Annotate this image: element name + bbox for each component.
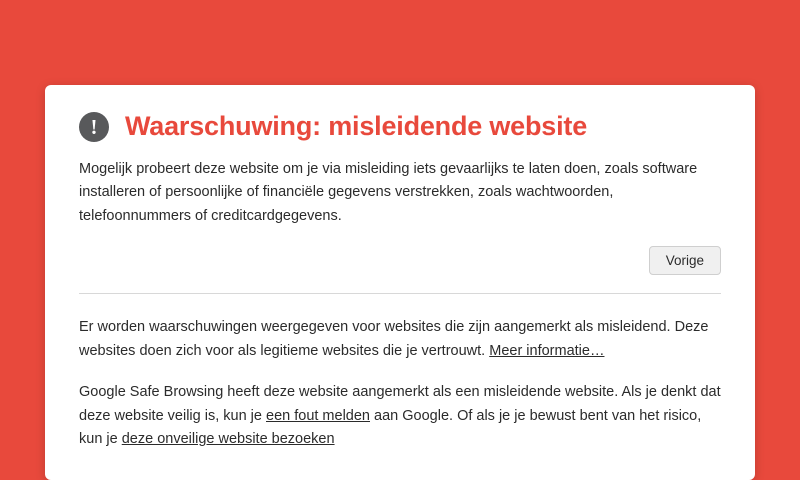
details-paragraph-two-text-a: Google Safe Browsing heeft deze website aangemerkt als een misleidende website. Als je denkt dat deze website veilig is, kun je	[79, 384, 721, 424]
details-paragraph-one-text: Er worden waarschuwingen weergegeven voor websites die zijn aangemerkt als misleidend. Deze websites doen zich voor als legitieme websites die je vertrouwt.	[79, 319, 709, 359]
warning-actions	[79, 246, 721, 275]
warning-title-row	[79, 111, 721, 142]
exclamation-circle-icon: !	[79, 112, 109, 142]
deceptive-site-warning-card	[45, 85, 755, 480]
more-information-link[interactable]: Meer informatie…	[489, 342, 605, 359]
warning-main-section	[45, 85, 755, 293]
details-paragraph-two	[79, 381, 721, 451]
visit-unsafe-site-link[interactable]: deze onveilige website bezoeken	[121, 431, 335, 448]
page-title: Waarschuwing: misleidende website	[125, 111, 588, 141]
back-button[interactable]: Vorige	[649, 246, 721, 275]
report-error-link[interactable]: een fout melden	[266, 407, 370, 424]
details-paragraph-two-text-b: aan Google. Of als je je bewust bent van het risico, kun je	[79, 407, 702, 448]
warning-description: Mogelijk probeert deze website om je via misleiding iets gevaarlijks te laten doen, zoals software installeren of persoonlijke of financiële gegevens verstrekken, zoals wachtwoorden, telefoonnummers of creditcardgegevens.	[79, 161, 698, 224]
details-paragraph-one	[79, 316, 721, 363]
warning-details-section	[45, 294, 755, 479]
